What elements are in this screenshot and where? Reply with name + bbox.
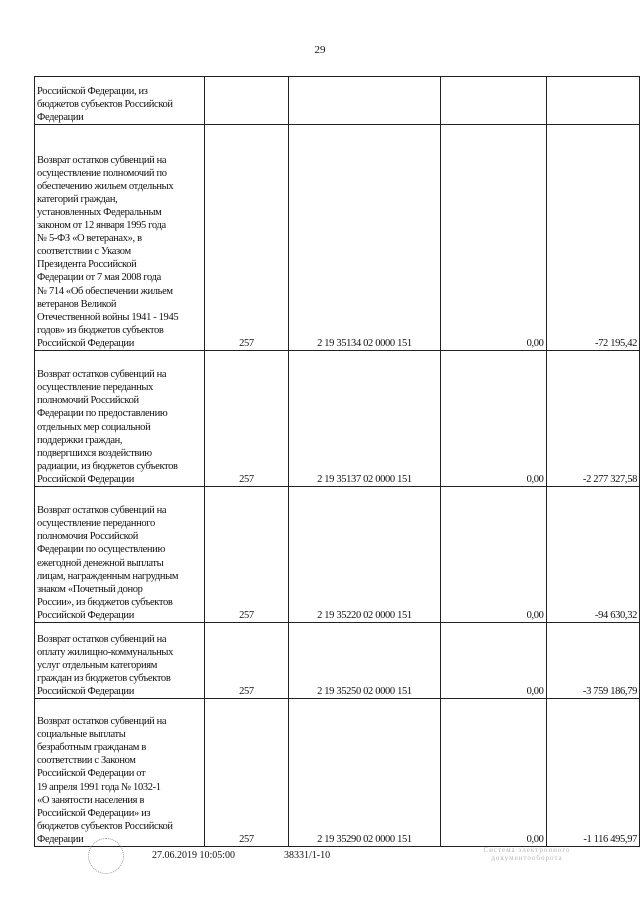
- row-fact-cell: -94 630,32: [546, 487, 639, 623]
- footer-doc-id: 38331/1-10: [284, 850, 331, 861]
- row-fact-cell: -72 195,42: [546, 125, 639, 351]
- row-name-cell: Возврат остатков субвенций на осуществление полномочий по обеспечению жильем отдельных категорий граждан, установленных Федеральным законом от 12 января 1995 года № 5-ФЗ «О ветеранах», в соответствии с Указом Президента Российской Федерации от 7 мая 2008 года № 714 «Об обеспечении жильем ветеранов Великой Отечественной войны 1941 - 1945 годов» из бюджетов субъектов Российской Федерации: [35, 125, 205, 351]
- row-name-cell: Возврат остатков субвенций на социальные выплаты безработным гражданам в соответствии с Законом Российской Федерации от 19 апреля 1991 года № 1032-1 «О занятости населения в Российской Федерации» из бюджетов субъектов Российской Федерации: [35, 699, 205, 847]
- row-plan-cell: [440, 77, 546, 125]
- table-row: [35, 77, 640, 125]
- stamp-icon: [88, 838, 124, 874]
- row-fact-cell: -3 759 186,79: [546, 623, 639, 699]
- page-number: 29: [314, 44, 326, 56]
- row-admin-cell: 257: [204, 699, 288, 847]
- row-plan-cell: 0,00: [440, 623, 546, 699]
- row-code-cell: 2 19 35250 02 0000 151: [289, 623, 441, 699]
- table-row: [35, 351, 640, 487]
- row-plan-cell: 0,00: [440, 125, 546, 351]
- row-plan-cell: 0,00: [440, 487, 546, 623]
- row-name-cell: Возврат остатков субвенций на оплату жилищно-коммунальных услуг отдельным категориям граждан из бюджетов субъектов Российской Федерации: [35, 623, 205, 699]
- table-row: [35, 125, 640, 351]
- row-admin-cell: 257: [204, 125, 288, 351]
- row-admin-cell: 257: [204, 623, 288, 699]
- row-code-cell: 2 19 35290 02 0000 151: [289, 699, 441, 847]
- row-admin-cell: 257: [204, 351, 288, 487]
- row-plan-cell: 0,00: [440, 351, 546, 487]
- row-name-cell: Российской Федерации, из бюджетов субъектов Российской Федерации: [35, 77, 205, 125]
- row-code-cell: 2 19 35134 02 0000 151: [289, 125, 441, 351]
- row-name-cell: Возврат остатков субвенций на осуществление переданных полномочий Российской Федерации по предоставлению отдельных мер социальной поддержки граждан, подвергшихся воздействию радиации, из бюджетов субъектов Российской Федерации: [35, 351, 205, 487]
- budget-table: [34, 76, 640, 847]
- row-code-cell: 2 19 35220 02 0000 151: [289, 487, 441, 623]
- table-row: [35, 487, 640, 623]
- row-code-cell: [289, 77, 441, 125]
- table-row: [35, 699, 640, 847]
- row-fact-cell: -2 277 327,58: [546, 351, 639, 487]
- footer-datetime: 27.06.2019 10:05:00: [152, 850, 236, 861]
- row-admin-cell: 257: [204, 487, 288, 623]
- table-row: [35, 623, 640, 699]
- row-fact-cell: [546, 77, 639, 125]
- row-admin-cell: [204, 77, 288, 125]
- row-code-cell: 2 19 35137 02 0000 151: [289, 351, 441, 487]
- row-plan-cell: 0,00: [440, 699, 546, 847]
- row-name-cell: Возврат остатков субвенций на осуществление переданного полномочия Российской Федерации по осуществлению ежегодной денежной выплаты лицам, награжденным нагрудным знаком «Почетный донор России», из бюджетов субъектов Российской Федерации: [35, 487, 205, 623]
- footer-watermark: Система электронного документооборота: [483, 846, 571, 862]
- row-fact-cell: -1 116 495,97: [546, 699, 639, 847]
